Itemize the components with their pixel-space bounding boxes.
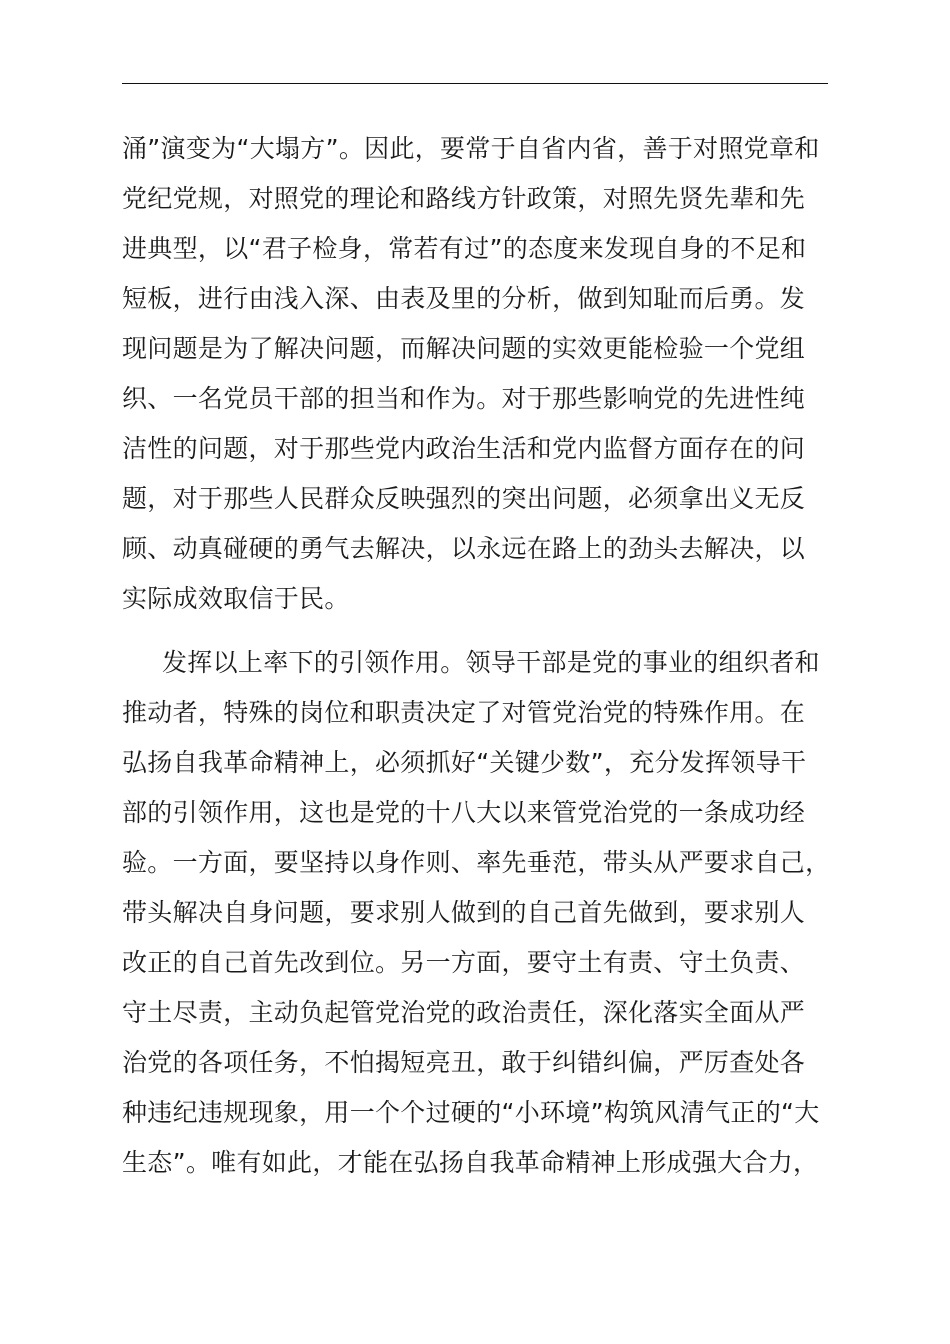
text-line: 种违纪违规现象，用一个个过硬的“小环境”构筑风清气正的“大: [122, 1098, 820, 1127]
body-text: [122, 124, 838, 1188]
text-line: 推动者，特殊的岗位和职责决定了对管党治党的特殊作用。在: [122, 698, 806, 727]
text-line: 涌”演变为“大塌方”。因此，要常于自省内省，善于对照党章和: [122, 134, 820, 163]
text-line: 弘扬自我革命精神上，必须抓好“关键少数”，充分发挥领导干: [122, 748, 807, 777]
text-line: 题，对于那些人民群众反映强烈的突出问题，必须拿出义无反: [122, 484, 806, 513]
text-line: 实际成效取信于民。: [122, 584, 350, 613]
text-line: 带头解决自身问题，要求别人做到的自己首先做到，要求别人: [122, 898, 806, 927]
paragraph-2: [122, 638, 838, 1188]
text-line: 现问题是为了解决问题，而解决问题的实效更能检验一个党组: [122, 334, 806, 363]
text-line: 织、一名党员干部的担当和作为。对于那些影响党的先进性纯: [122, 384, 806, 413]
text-line: 验。一方面，要坚持以身作则、率先垂范，带头从严要求自己，: [122, 848, 831, 877]
text-line: 发挥以上率下的引领作用。领导干部是党的事业的组织者和: [162, 648, 820, 677]
text-line: 守土尽责，主动负起管党治党的政治责任，深化落实全面从严: [122, 998, 806, 1027]
text-line: 生态”。唯有如此，才能在弘扬自我革命精神上形成强大合力，: [122, 1148, 819, 1177]
text-line: 改正的自己首先改到位。另一方面，要守土有责、守土负责、: [122, 948, 806, 977]
text-line: 治党的各项任务，不怕揭短亮丑，敢于纠错纠偏，严厉查处各: [122, 1048, 806, 1077]
text-line: 洁性的问题，对于那些党内政治生活和党内监督方面存在的问: [122, 434, 806, 463]
text-line: 部的引领作用，这也是党的十八大以来管党治党的一条成功经: [122, 798, 806, 827]
text-line: 短板，进行由浅入深、由表及里的分析，做到知耻而后勇。发: [122, 284, 806, 313]
text-line: 进典型，以“君子检身，常若有过”的态度来发现自身的不足和: [122, 234, 807, 263]
header-rule: [122, 83, 828, 84]
text-line: 党纪党规，对照党的理论和路线方针政策，对照先贤先辈和先: [122, 184, 806, 213]
text-line: 顾、动真碰硬的勇气去解决，以永远在路上的劲头去解决，以: [122, 534, 806, 563]
paragraph-gap: [122, 624, 838, 638]
paragraph-1: [122, 124, 838, 624]
